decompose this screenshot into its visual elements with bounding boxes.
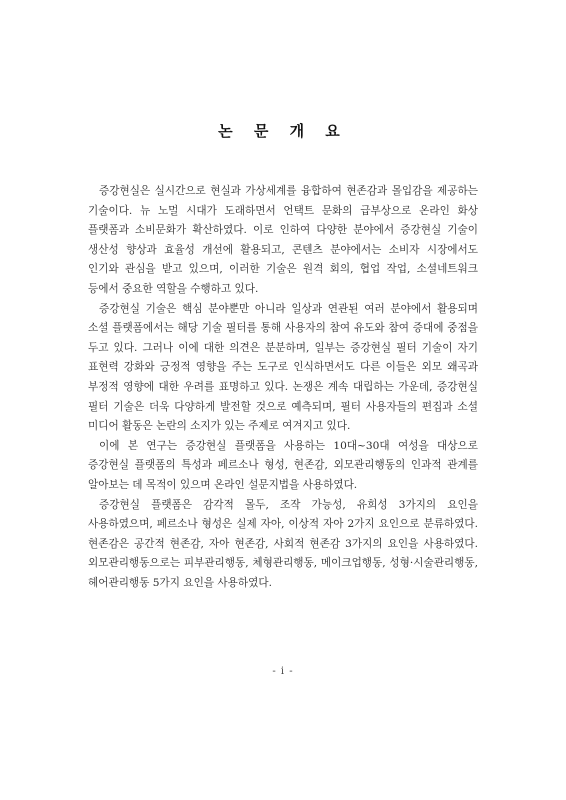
abstract-paragraph-2: 증강현실 기술은 핵심 분야뿐만 아니라 일상과 연관된 여러 분야에서 활용되며 소셜 플랫폼에서는 해당 기술 필터를 통해 사용자의 참여 유도와 참여 증대에 중점을 두고 있다. 그러나 이에 대한 의견은 분분하며, 일부는 증강현실 필터 기술이 자기 표현력 강화와 긍정적 영향을 주는 도구로 인식하면서도 다른 이들은 외모 왜곡과 부정적 영향에 대한 우려를 표명하고 있다. 논쟁은 계속 대립하는 가운데, 증강현실 필터 기술은 더욱 다양하게 발전할 것으로 예측되며, 필터 사용자들의 편집과 소셜 미디어 활동은 논란의 소지가 있는 주제로 여겨지고 있다.	[88, 302, 478, 433]
abstract-paragraph-3: 이에 본 연구는 증강현실 플랫폼을 사용하는 10대~30대 여성을 대상으로 증강현실 플랫폼의 특성과 페르소나 형성, 현존감, 외모관리행동의 인과적 관계를 알아보는 데 목적이 있으며 온라인 설문지법을 사용하였다.	[88, 439, 478, 491]
page-number: - i -	[272, 666, 294, 677]
abstract-body	[88, 182, 478, 593]
abstract-paragraph-4: 증강현실 플랫폼은 감각적 몰두, 조작 가능성, 유희성 3가지의 요인을 사용하였으며, 페르소나 형성은 실제 자아, 이상적 자아 2가지 요인으로 분류하였다. 현존감은 공간적 현존감, 자아 현존감, 사회적 현존감 3가지의 요인을 사용하였다. 외모관리행동으로는 피부관리행동, 체형관리행동, 메이크업행동, 성형·시술관리행동, 헤어관리행동 5가지 요인을 사용하였다.	[88, 498, 478, 589]
abstract-paragraph-1: 증강현실은 실시간으로 현실과 가상세계를 융합하여 현존감과 몰입감을 제공하는 기술이다. 뉴 노멀 시대가 도래하면서 언택트 문화의 급부상으로 온라인 화상 플랫폼과 소비문화가 확산하였다. 이로 인하여 다양한 분야에서 증강현실 기술이 생산성 향상과 효율성 개선에 활용되고, 콘텐츠 분야에서는 소비자 시장에서도 인기와 관심을 받고 있으며, 이러한 기술은 원격 회의, 협업 작업, 소셜네트워크 등에서 중요한 역할을 수행하고 있다.	[88, 185, 478, 295]
page-title: 논 문 개 요	[218, 122, 348, 140]
